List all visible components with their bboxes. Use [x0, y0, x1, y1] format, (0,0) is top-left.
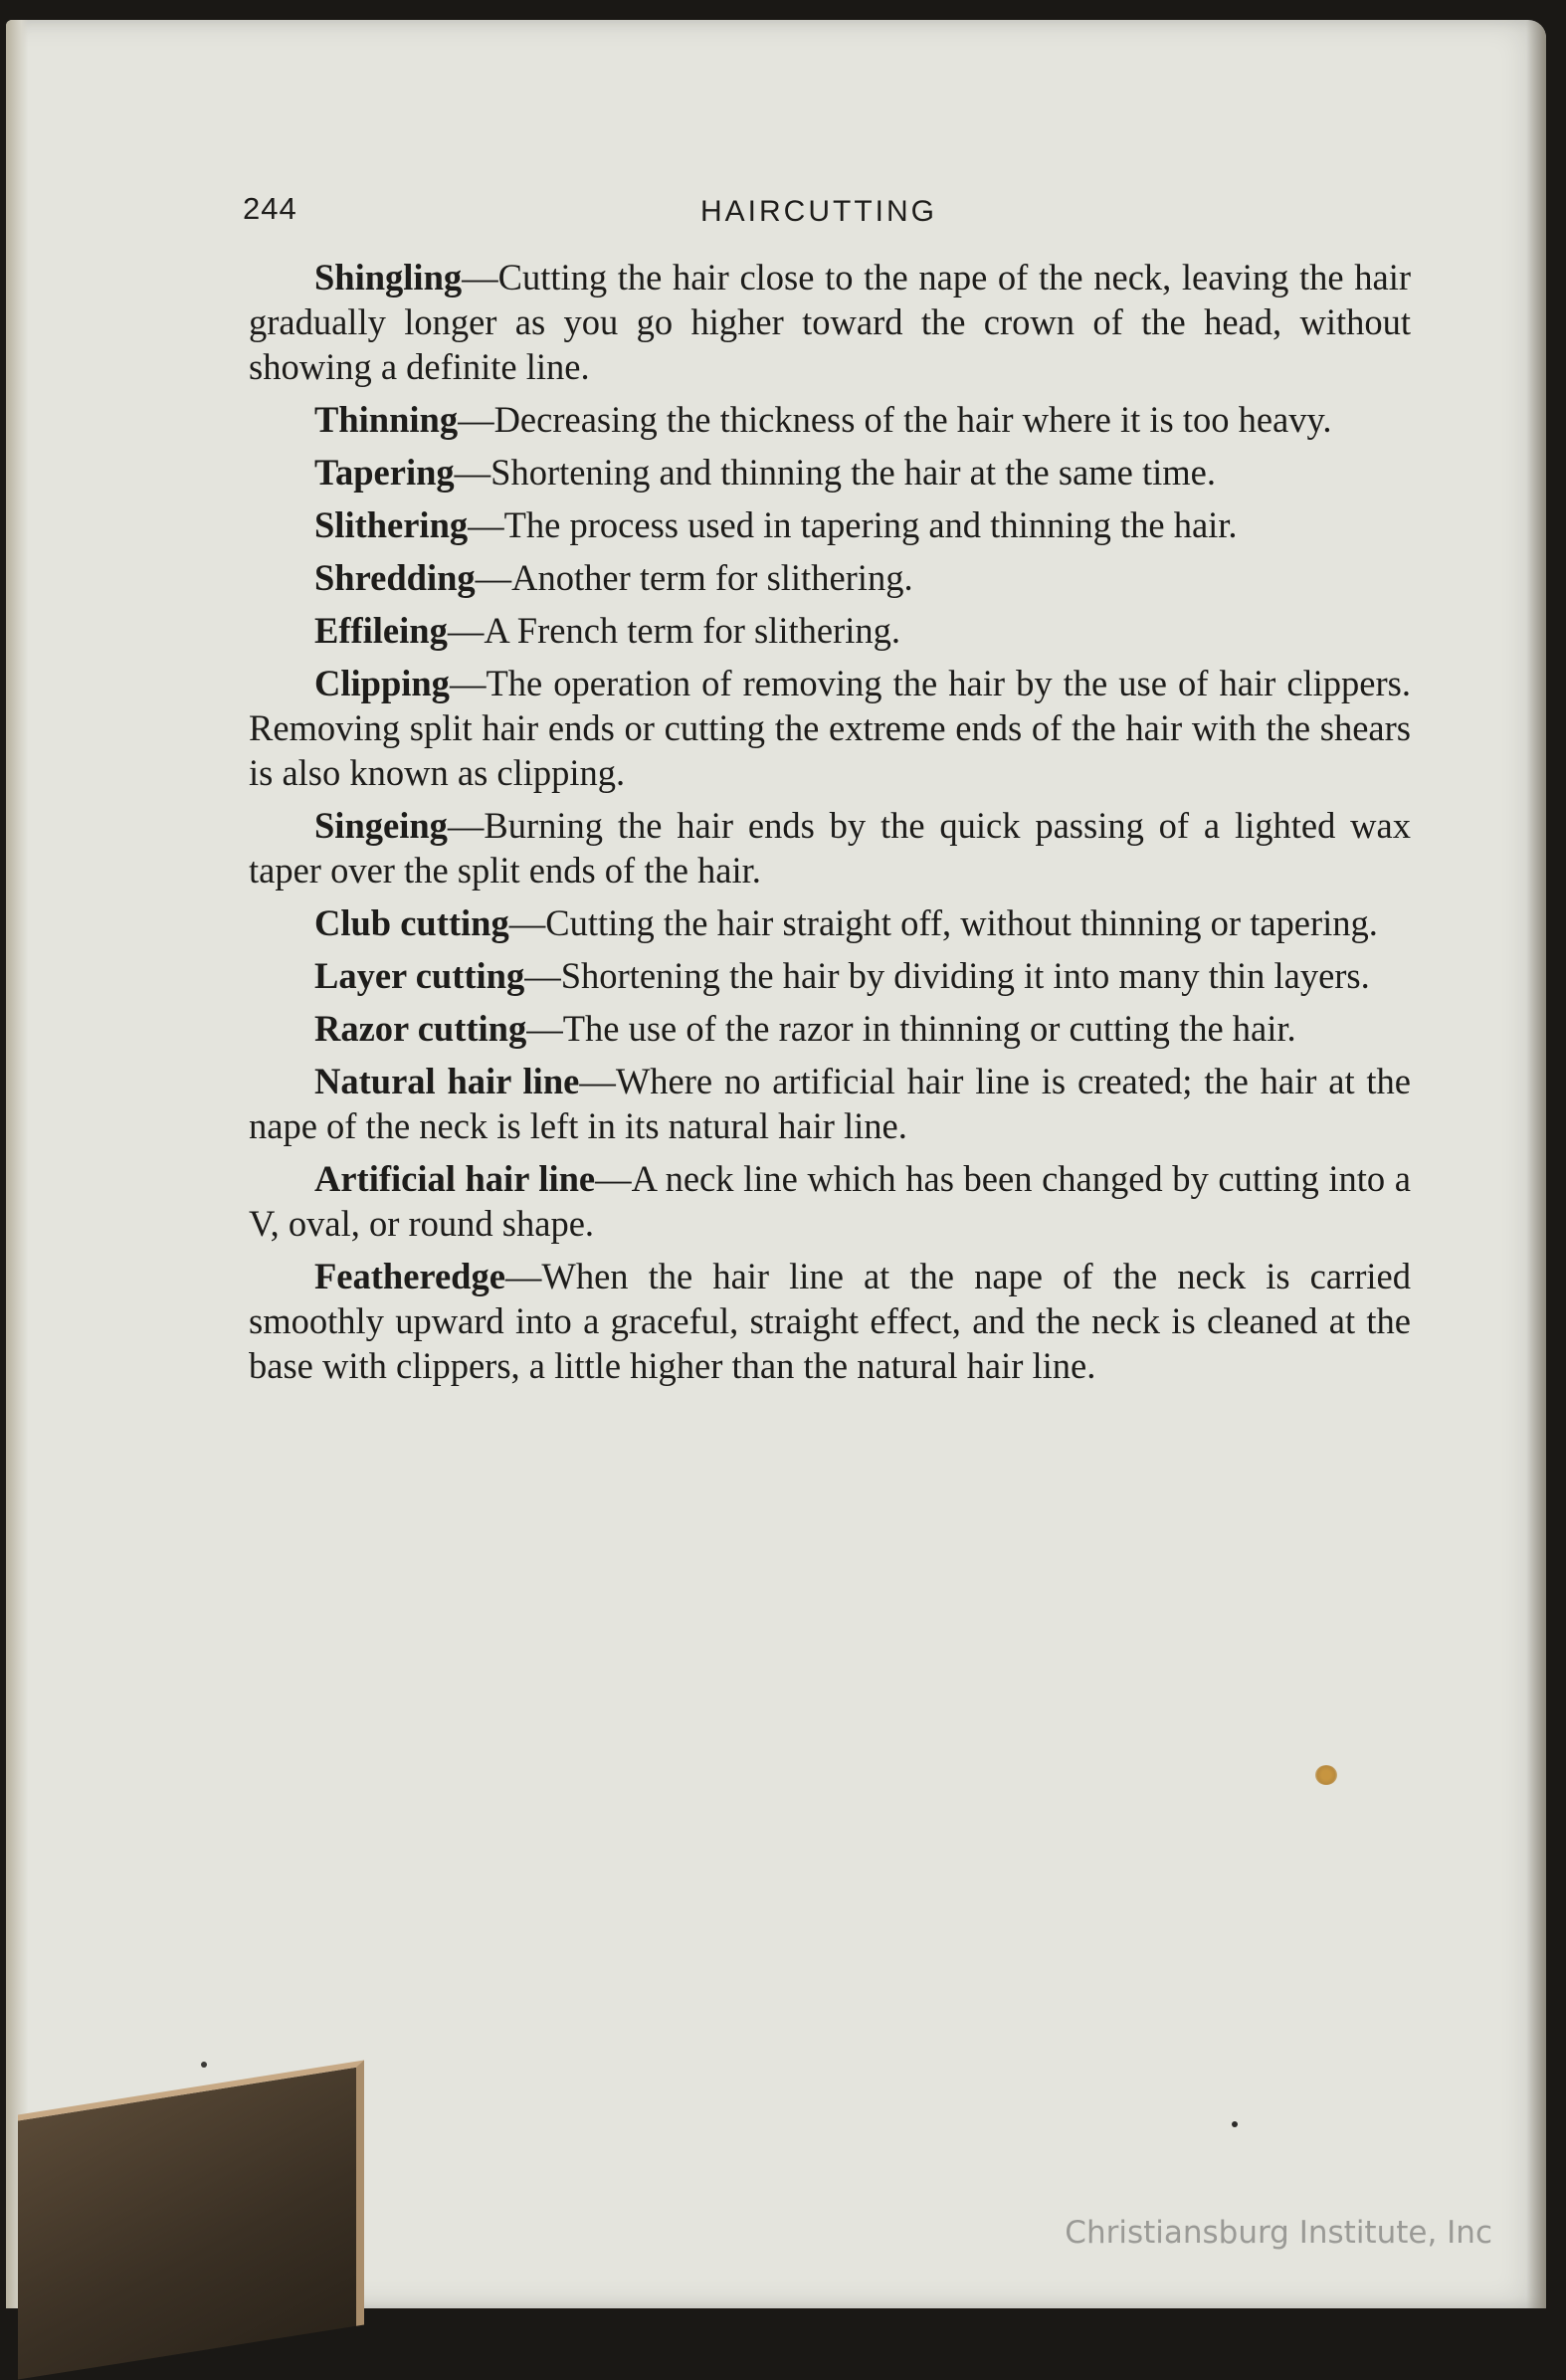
entry-definition: —When the hair line at the nape of the neck is carried smoothly upward into a graceful, straight effect, and the neck is cleaned at the base with clippers, a little higher than the natural hair line. — [249, 1256, 1411, 1386]
entry-term: Slithering — [314, 504, 469, 545]
entry-definition: —Where no artificial hair line is created; the hair at the nape of the neck is left in its natural hair line. — [249, 1061, 1412, 1146]
glossary-entry-razor-cutting — [249, 1006, 1411, 1051]
watermark: Christiansburg Institute, Inc — [1065, 2215, 1492, 2251]
glossary-entry-club-cutting — [249, 900, 1411, 945]
glossary-entry-tapering — [249, 450, 1411, 495]
running-head: HAIRCUTTING — [700, 195, 937, 228]
entry-definition: —Another term for slithering. — [475, 557, 913, 598]
entry-definition: —The operation of removing the hair by the use of hair clippers. Removing split hair ends or cutting the extreme ends of the hair with the shears is also known as clipping. — [249, 663, 1411, 793]
paper-stain — [1315, 1765, 1337, 1785]
entry-term: Effileing — [314, 610, 448, 651]
glossary-entry-singeing — [249, 803, 1411, 892]
glossary-list — [249, 255, 1411, 1396]
entry-definition: —Cutting the hair close to the nape of the neck, leaving the hair gradually longer as you go higher toward the crown of the head, without showing a definite line. — [249, 257, 1411, 387]
glossary-entry-slithering — [249, 502, 1411, 547]
page-edge-right — [1526, 20, 1546, 2308]
entry-definition: —Burning the hair ends by the quick passing of a lighted wax taper over the split ends of the hair. — [249, 805, 1411, 891]
entry-term: Natural hair line — [314, 1061, 580, 1101]
glossary-entry-layer-cutting — [249, 953, 1411, 998]
entry-definition: —Decreasing the thickness of the hair where it is too heavy. — [458, 399, 1332, 440]
glossary-entry-natural-hair-line — [249, 1059, 1411, 1148]
glossary-entry-clipping — [249, 661, 1411, 795]
entry-term: Artificial hair line — [314, 1158, 596, 1199]
entry-term: Shredding — [314, 557, 476, 598]
page-number: 244 — [243, 191, 297, 226]
entry-term: Shingling — [314, 257, 463, 298]
entry-term: Club cutting — [314, 902, 509, 943]
glossary-entry-shredding — [249, 555, 1411, 600]
page-edge-left — [6, 20, 28, 2308]
entry-term: Layer cutting — [314, 955, 525, 996]
glossary-entry-shingling — [249, 255, 1411, 389]
book-page — [6, 20, 1546, 2308]
entry-term: Razor cutting — [314, 1008, 527, 1049]
paper-speck — [201, 2062, 207, 2068]
glossary-entry-effileing — [249, 608, 1411, 653]
book-cover-corner — [18, 2060, 364, 2379]
entry-definition: —Shortening the hair by dividing it into many thin layers. — [524, 955, 1370, 996]
entry-term: Clipping — [314, 663, 450, 703]
entry-definition: —A neck line which has been changed by cutting into a V, oval, or round shape. — [249, 1158, 1411, 1244]
entry-definition: —Cutting the hair straight off, without thinning or tapering. — [508, 902, 1378, 943]
entry-definition: —The use of the razor in thinning or cutting the hair. — [526, 1008, 1296, 1049]
glossary-entry-featheredge — [249, 1254, 1411, 1388]
page-header — [243, 191, 1417, 241]
entry-term: Singeing — [314, 805, 448, 846]
glossary-entry-artificial-hair-line — [249, 1156, 1411, 1246]
entry-definition: —A French term for slithering. — [447, 610, 900, 651]
entry-term: Featheredge — [314, 1256, 505, 1296]
paper-speck — [1232, 2121, 1238, 2127]
entry-term: Tapering — [314, 452, 455, 493]
entry-definition: —Shortening and thinning the hair at the same time. — [454, 452, 1216, 493]
entry-definition: —The process used in tapering and thinning the hair. — [468, 504, 1238, 545]
glossary-entry-thinning — [249, 397, 1411, 442]
entry-term: Thinning — [314, 399, 459, 440]
